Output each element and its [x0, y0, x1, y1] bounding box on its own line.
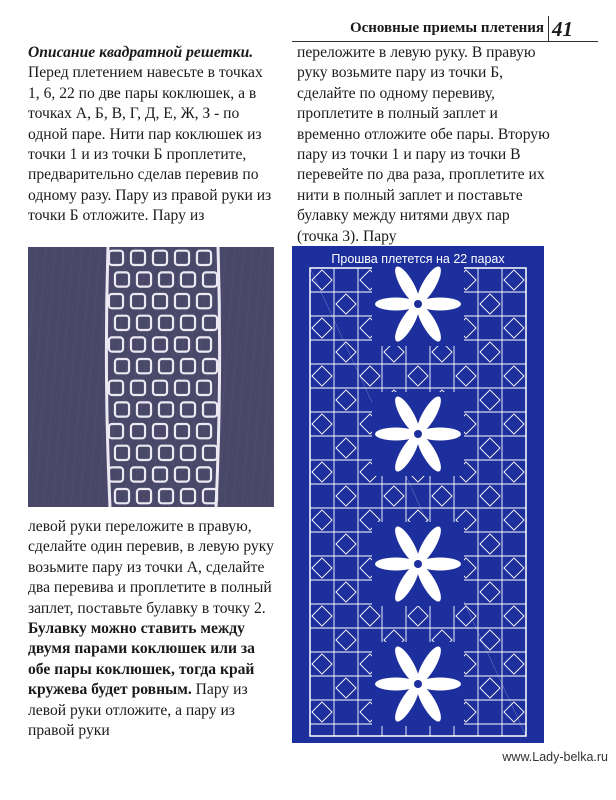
flower-center	[414, 560, 422, 568]
bold-note: Булавку можно ставить между двумя парами коклюшек или за обе пары коклюшек, тогда край кружева будет ровным.	[28, 620, 255, 699]
pattern-diagram-image	[292, 246, 544, 743]
lace-photo-image	[28, 247, 274, 507]
flower-motif	[372, 392, 464, 476]
text-column-left-bottom	[28, 517, 274, 741]
paragraph-text-tail: Пару из левой руки отложите, а пару из правой руки	[28, 681, 248, 740]
diagram-caption: Прошва плетется на 22 парах	[331, 252, 505, 266]
paragraph-text: левой руки переложите в правую, сделайте один перевив, в левую руку возьмите пару из точки А, сделайте два перевива и проплетите в полный заплет, поставьте булавку в точку 2.	[28, 518, 274, 617]
paragraph	[28, 43, 276, 227]
website-url: www.Lady-belka.ru	[502, 750, 608, 764]
text-column-left-top	[28, 43, 276, 227]
text-column-right-top	[297, 43, 552, 247]
paragraph	[28, 517, 274, 741]
flower-motif	[372, 642, 464, 726]
header-divider	[548, 16, 549, 42]
section-heading: Описание квадратной решетки.	[28, 44, 254, 61]
header-rule	[292, 41, 598, 42]
lace-photo	[28, 247, 274, 507]
pattern-diagram	[292, 246, 544, 743]
page-number: 41	[552, 17, 573, 41]
flower-motif	[372, 262, 464, 346]
paragraph-text: переложите в левую руку. В правую руку возьмите пару из точки Б, сделайте по одному перевиву, проплетите в полный заплет и временно отложите обе пары. Вторую пару из точки 1 и пару из точки В перевейте по два раза, проплетите их нити в полный заплет и поставьте булавку между нитями двух пар (точка 3). Пару	[297, 44, 550, 245]
flower-center	[414, 300, 422, 308]
flower-center	[414, 430, 422, 438]
flower-center	[414, 680, 422, 688]
running-header: Основные приемы плетения	[349, 20, 544, 36]
paragraph-text: Перед плетением навесьте в точках 1, 6, 22 по две пары коклюшек, а в точках А, Б, В, Г, Д, Е, Ж, З - по одной паре. Нити пар коклюшек из точки 1 и из точки Б проплетите, предварительно сделав перевив по одному разу. Пару из правой руки из точки Б отложите. Пару из	[28, 64, 272, 225]
flower-motif	[372, 522, 464, 606]
